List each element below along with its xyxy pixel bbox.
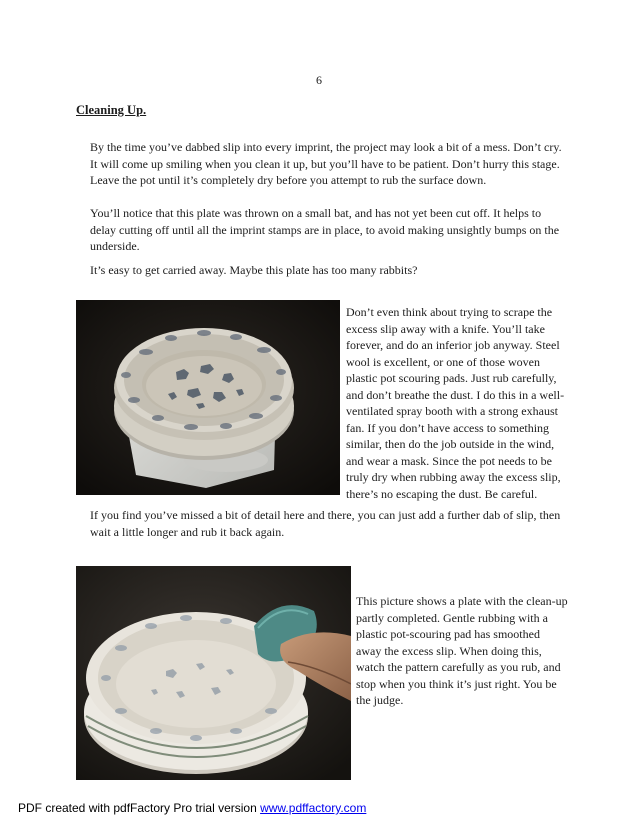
photo-plate-cleanup-image (76, 566, 351, 780)
paragraph-rabbits: It’s easy to get carried away. Maybe this plate has too many rabbits? (90, 263, 418, 277)
footer-link[interactable]: www.pdffactory.com (260, 801, 367, 815)
photo-plate-with-slip-image (76, 300, 340, 495)
pdf-footer (18, 801, 366, 815)
paragraph-missed-detail: If you find you’ve missed a bit of detail here and there, you can just add a further dab of slip, then wait a little longer and rub it back again. (90, 508, 561, 539)
photo-plate-cleanup (76, 566, 351, 780)
footer-text: PDF created with pdfFactory Pro trial version (18, 801, 261, 815)
photo-plate-with-slip (76, 300, 340, 495)
paragraph-drying: By the time you’ve dabbed slip into every imprint, the project may look a bit of a mess. Don’t cry. It will come up smiling when you clean it up, but you’ll have to be patient. Don’t hurry this stage. Leave the pot until it’s completely dry before you attempt to rub the surface down. (90, 140, 562, 187)
figure1-caption: Don’t even think about trying to scrape the excess slip away with a knife. You’ll take forever, and do an inferior job anyway. Steel wool is excellent, or one of those woven plastic pot scouring pads. Just rub carefully, and don’t breathe the dust. I do this in a well-ventilated spray booth with a strong exhaust fan. If you don’t have access to something similar, then do the job outside in the wind, and wear a mask. Since the pot needs to be truly dry when rubbing away the excess slip, there’s no escaping the dust. Be careful. (346, 305, 565, 501)
page-number: 6 (316, 73, 322, 87)
figure2-caption: This picture shows a plate with the clean-up partly completed. Gentle rubbing with a plastic pot-scouring pad has smoothed away the excess slip. When doing this, watch the pattern carefully as you rub, and stop when you think it’s just right. You be the judge. (356, 594, 568, 707)
section-heading: Cleaning Up. (76, 103, 147, 117)
paragraph-bat: You’ll notice that this plate was thrown on a small bat, and has not yet been cut off. It helps to delay cutting off until all the imprint stamps are in place, to avoid making unsightly bumps on the underside. (90, 206, 560, 253)
